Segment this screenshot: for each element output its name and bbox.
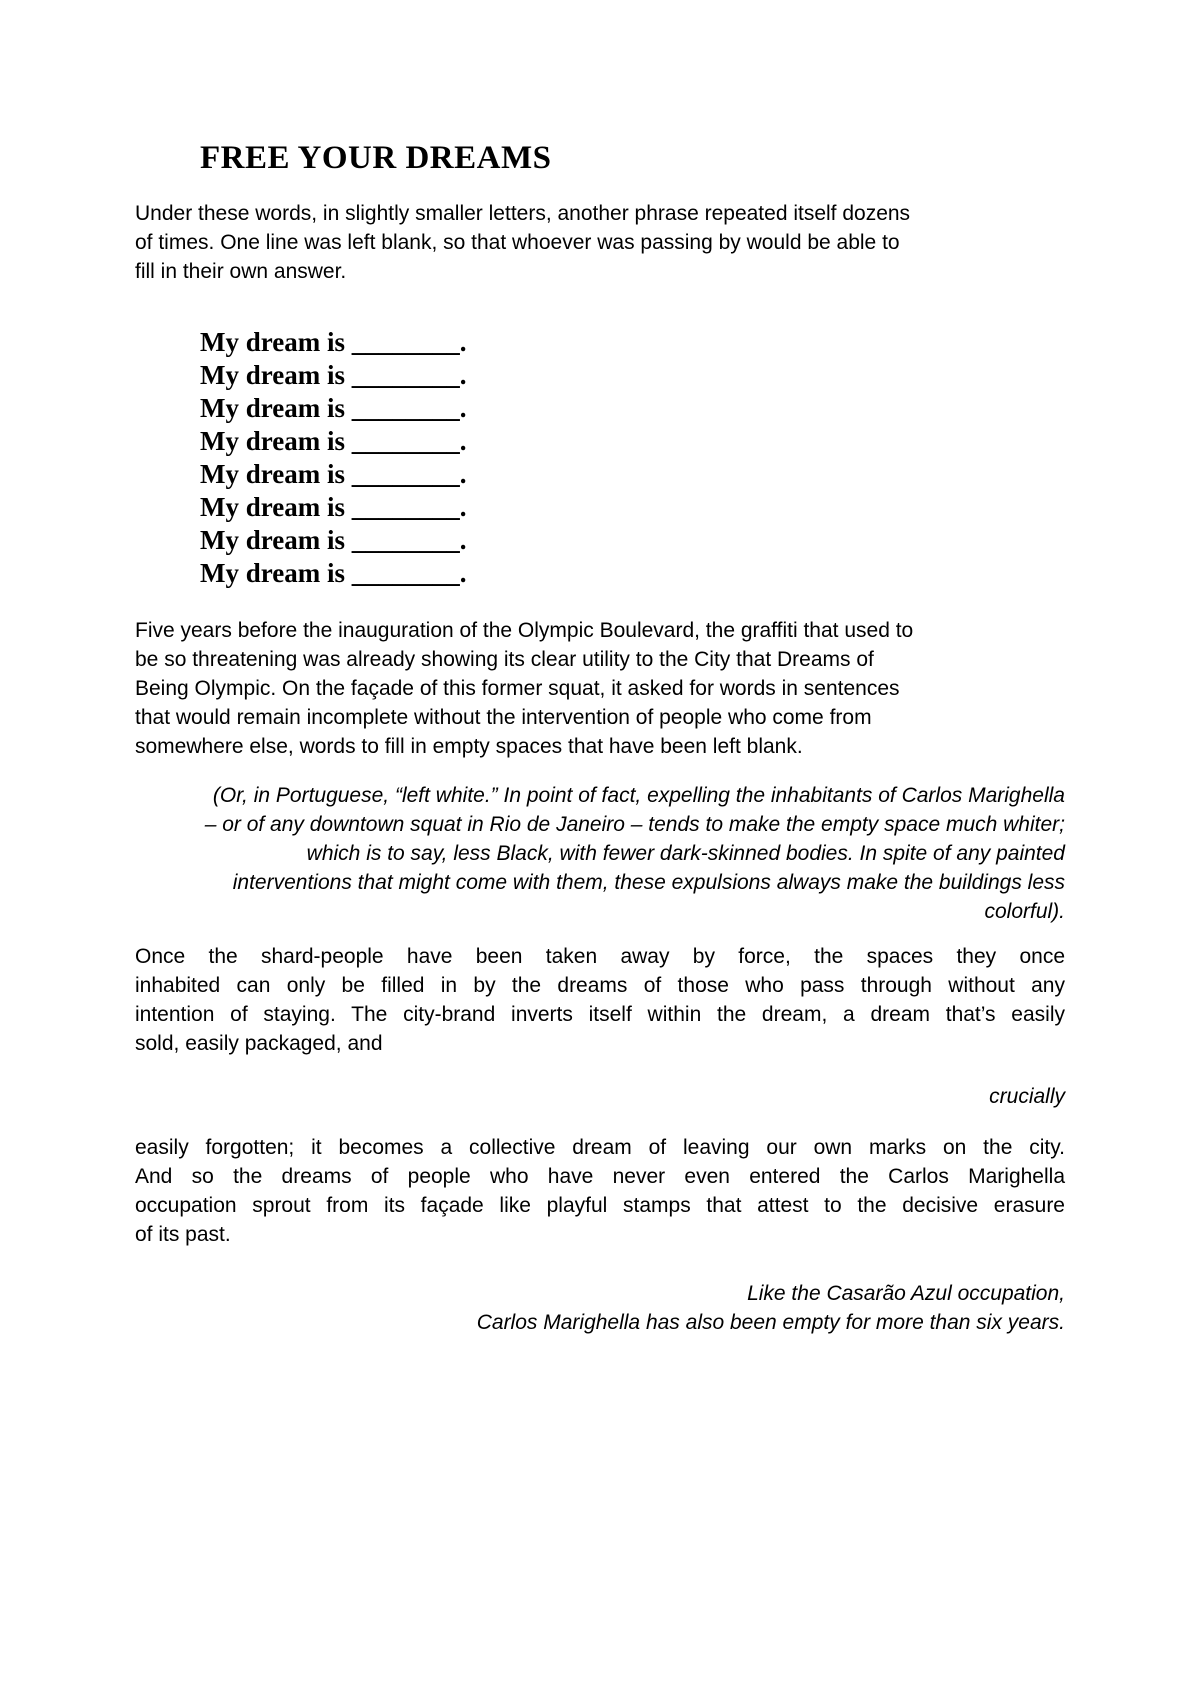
text-line: Being Olympic. On the façade of this former squat, it asked for words in sentences [135,677,900,700]
text-line: of its past. [135,1223,231,1246]
dream-list-item: My dream is ________. [200,492,467,522]
paragraph-shard-people [135,942,1065,1058]
text-line: of times. One line was left blank, so that whoever was passing by would be able to [135,231,900,254]
text-line: Carlos Marighella has also been empty for more than six years. [476,1311,1065,1334]
text-line: (Or, in Portuguese, “left white.” In point of fact, expelling the inhabitants of Carlos Marighella [212,784,1065,807]
dream-list-item: My dream is ________. [200,426,467,456]
paragraph-easily-forgotten [135,1133,1065,1249]
text-line: Like the Casarão Azul occupation, [747,1282,1065,1305]
text-line: fill in their own answer. [135,260,347,283]
dream-list-item: My dream is ________. [200,327,467,357]
text-line: that would remain incomplete without the intervention of people who come from [135,706,872,729]
dream-list [200,326,1065,590]
word-crucially [135,1082,1065,1111]
text-line: Five years before the inauguration of the Olympic Boulevard, the graffiti that used to [135,619,914,642]
paragraph-portuguese-aside [135,781,1065,926]
text-line: Under these words, in slightly smaller letters, another phrase repeated itself dozens [135,202,911,225]
page-title: FREE YOUR DREAMS [200,140,552,176]
text-line: intention of staying. The city-brand inverts itself within the dream, a dream that’s easily [135,1003,1065,1026]
dream-list-item: My dream is ________. [200,525,467,555]
text-line: Once the shard-people have been taken away by force, the spaces they once [135,945,1065,968]
text-line: which is to say, less Black, with fewer dark-skinned bodies. In spite of any painted [306,842,1065,865]
text-line: interventions that might come with them, these expulsions always make the buildings less [232,871,1065,894]
paragraph-intro [135,199,1065,286]
text-line: crucially [989,1085,1065,1108]
text-line: colorful). [984,900,1065,923]
dream-list-item: My dream is ________. [200,558,467,588]
text-line: be so threatening was already showing its clear utility to the City that Dreams of [135,648,874,671]
text-line: inhabited can only be filled in by the dreams of those who pass through without any [135,974,1065,997]
dream-list-item: My dream is ________. [200,360,467,390]
paragraph-five-years [135,616,1065,761]
text-line: somewhere else, words to fill in empty spaces that have been left blank. [135,735,803,758]
text-line: occupation sprout from its façade like playful stamps that attest to the decisive erasure [135,1194,1065,1217]
text-line: And so the dreams of people who have never even entered the Carlos Marighella [135,1165,1065,1188]
paragraph-closing-note [135,1279,1065,1337]
text-line: easily forgotten; it becomes a collective dream of leaving our own marks on the city. [135,1136,1065,1159]
dream-list-item: My dream is ________. [200,393,467,423]
dream-list-item: My dream is ________. [200,459,467,489]
text-line: – or of any downtown squat in Rio de Janeiro – tends to make the empty space much whiter; [204,813,1065,836]
text-line: sold, easily packaged, and [135,1032,383,1055]
